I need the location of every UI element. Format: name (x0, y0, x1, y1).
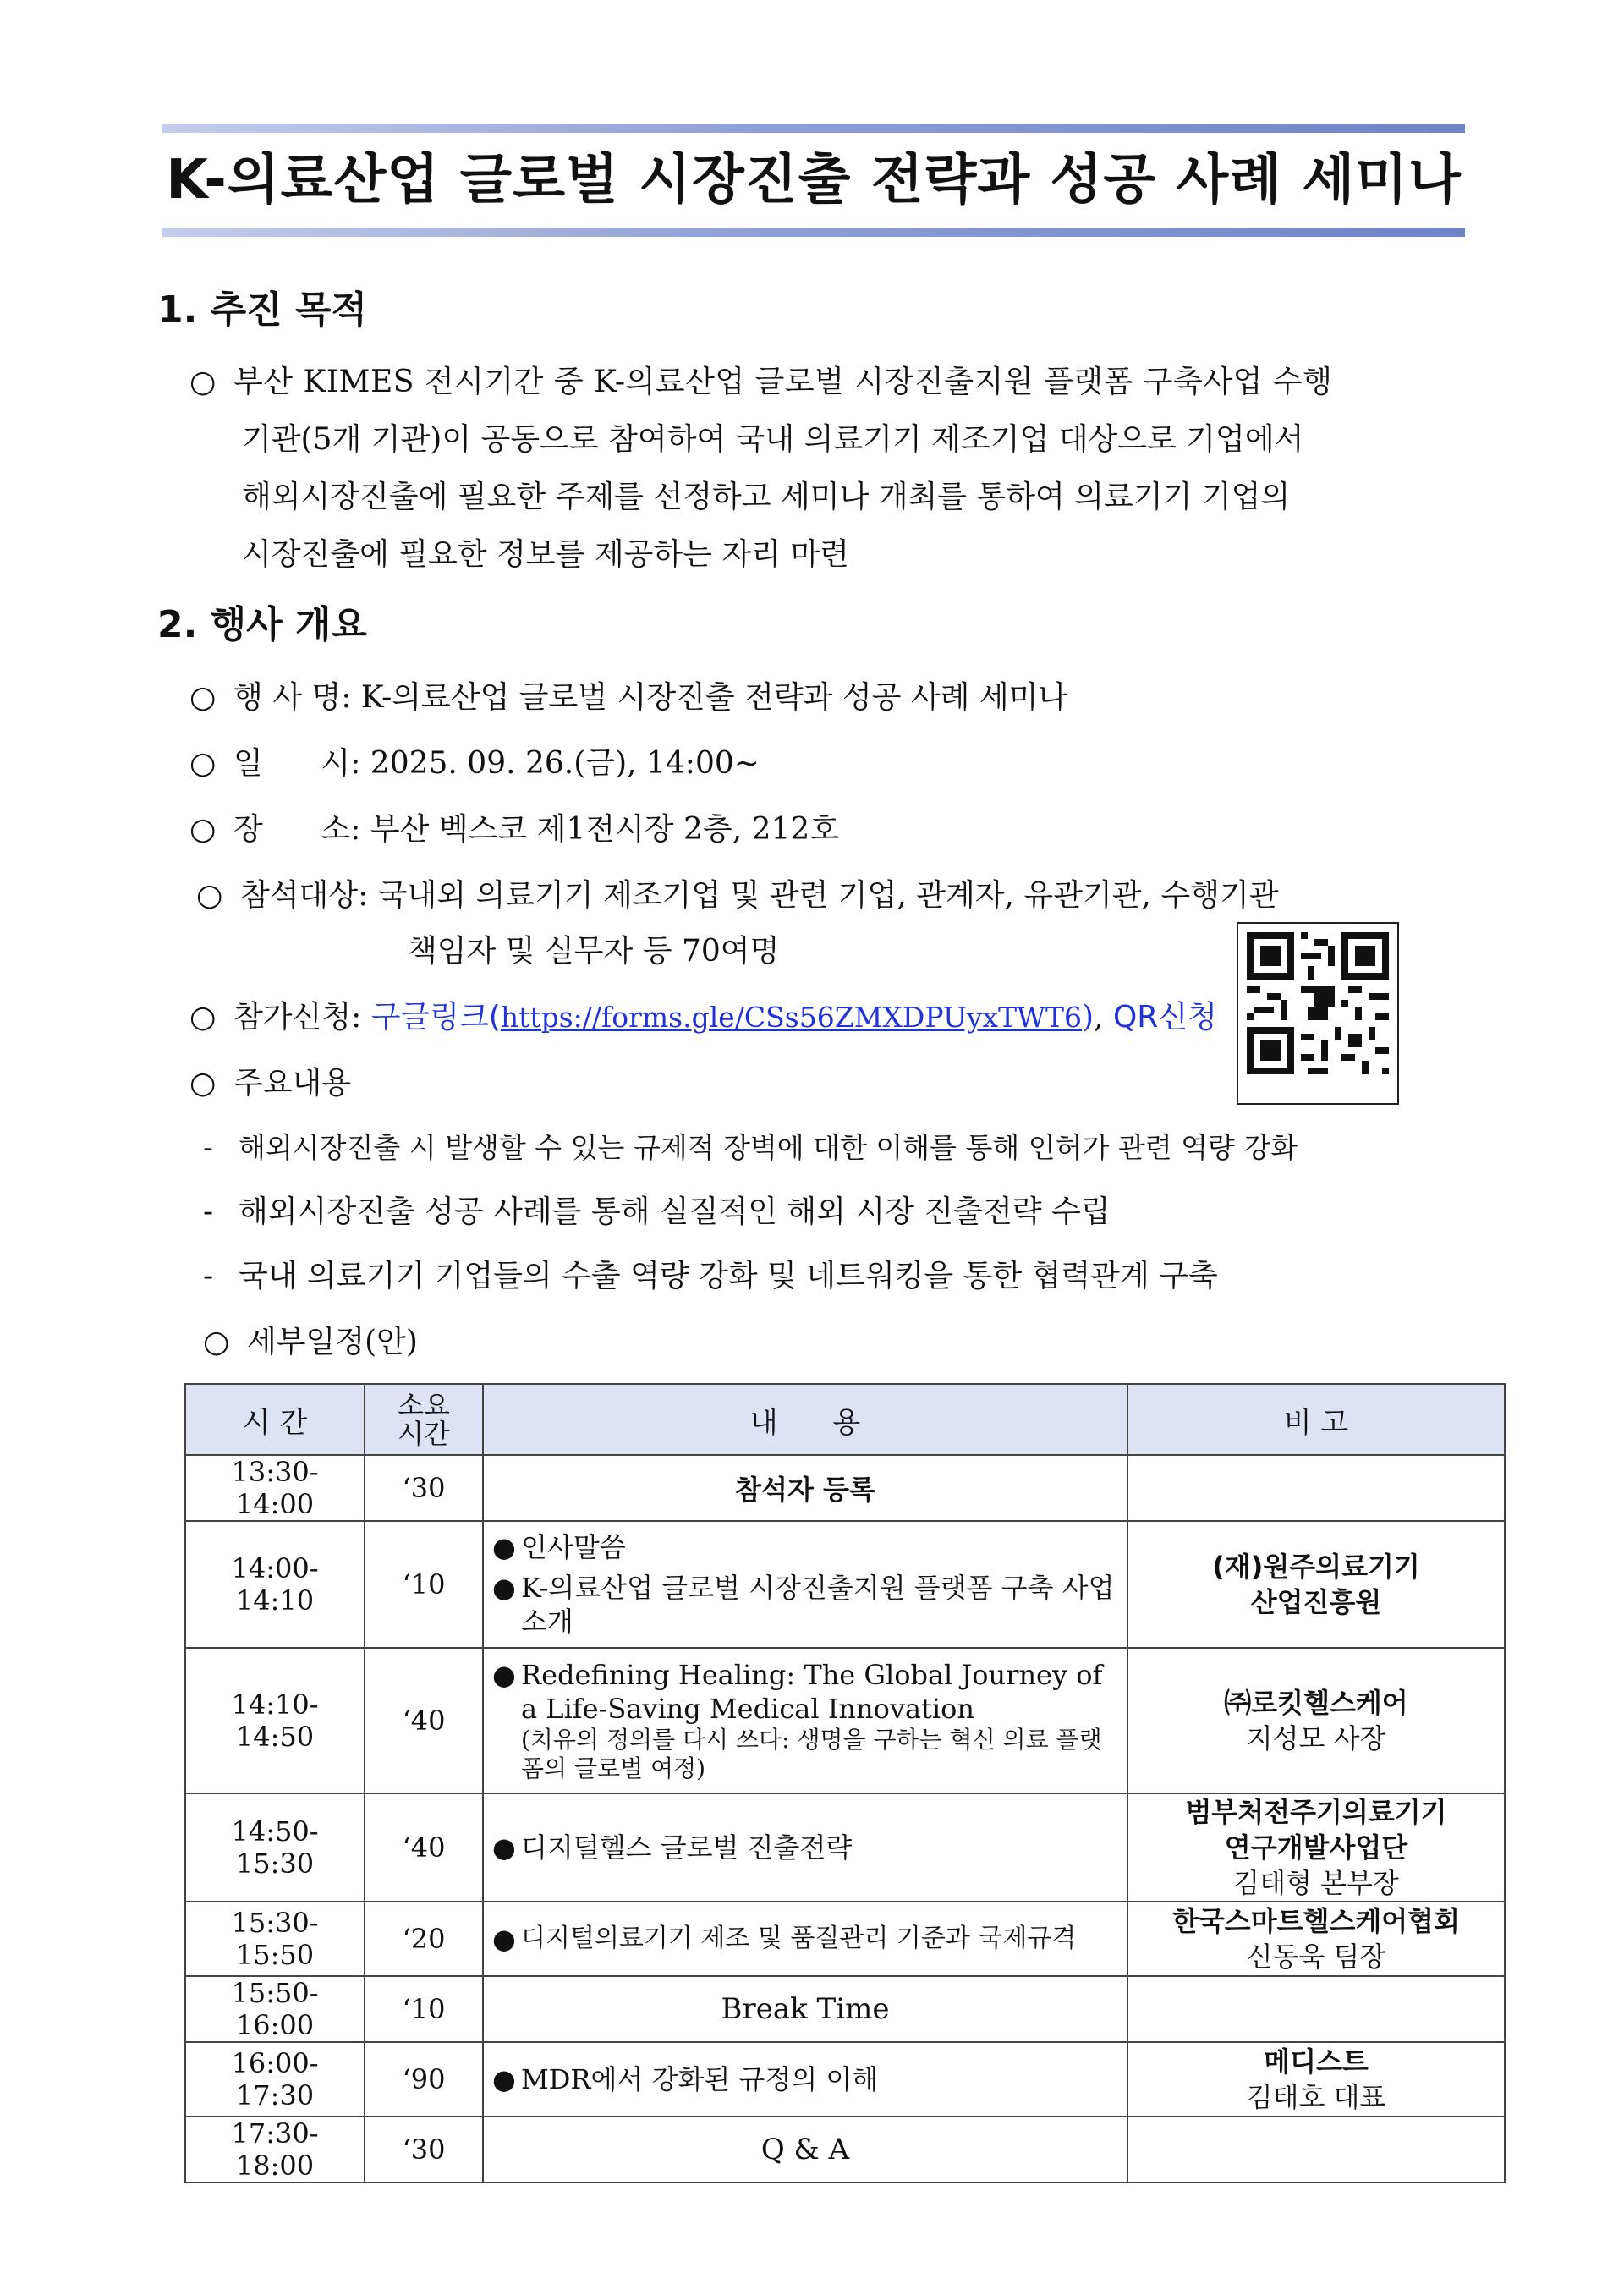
place-row (189, 809, 839, 851)
list-item: ● 디지털의료기기 제조 및 품질관리 기준과 국제규격 (492, 1923, 1077, 1955)
section-heading-overview: 2. 행사 개요 (157, 603, 367, 646)
main-item-1: - 해외시장진출 시 발생할 수 있는 규제적 장벽에 대한 이해를 통해 인허가 관련 역량 강화 (203, 1127, 1298, 1169)
audience-value-line2: 책임자 및 실무자 등 70여명 (408, 934, 780, 969)
table-row (185, 1793, 1505, 1902)
purpose-line-4: 시장진출에 필요한 정보를 제공하는 자리 마련 (242, 537, 849, 572)
date-value: 2025. 09. 26.(금), 14:00~ (370, 746, 760, 781)
purpose-line-3: 해외시장진출에 필요한 주제를 선정하고 세미나 개최를 통하여 의료기기 기업의 (242, 480, 1291, 514)
table-row (185, 1902, 1505, 1976)
register-separator: , (1094, 1000, 1104, 1035)
purpose-line-1: ○ 부산 KIMES 전시기간 중 K-의료산업 글로벌 시장진출지원 플랫폼 구축사업 수행 (189, 354, 1509, 411)
dash: - (203, 1259, 214, 1293)
register-url-link[interactable]: https://forms.gle/CSs56ZMXDPUyxTWT6 (500, 1001, 1083, 1034)
register-label: 참가신청: (233, 1000, 362, 1035)
date-row (189, 743, 760, 785)
bullet-circle: ○ (196, 878, 223, 913)
row-time: 14:00-14:10 (185, 1521, 365, 1648)
row-duration: ‘30 (365, 1455, 483, 1521)
table-row (185, 1976, 1505, 2042)
bullet-circle: ○ (189, 812, 217, 847)
row-content: Break Time (483, 1976, 1127, 2042)
row-duration: ‘90 (365, 2042, 483, 2117)
row-content: Q & A (483, 2117, 1127, 2182)
bullet-dot-icon: ● (492, 1923, 516, 1955)
row-time: 14:10-14:50 (185, 1648, 365, 1793)
event-name-row (189, 677, 1067, 719)
row-time: 13:30-14:00 (185, 1455, 365, 1521)
section-heading-purpose: 1. 추진 목적 (157, 288, 367, 332)
row-duration: ‘40 (365, 1793, 483, 1902)
bullet-circle: ○ (189, 746, 217, 781)
row-duration: ‘30 (365, 2117, 483, 2182)
date-label: 일 시: (233, 746, 361, 781)
bullet-dot-icon: ● (492, 1572, 516, 1604)
list-item: ● K-의료산업 글로벌 시장진출지원 플랫폼 구축 사업 소개 (492, 1572, 1115, 1638)
bullet-circle: ○ (189, 1066, 217, 1101)
row-note: ㈜로킷헬스케어 지성모 사장 (1127, 1648, 1505, 1793)
row-content (483, 2042, 1127, 2117)
place-value: 부산 벡스코 제1전시장 2층, 212호 (370, 812, 840, 847)
bullet-circle: ○ (189, 680, 217, 715)
bullet-dot-icon: ● (492, 1831, 516, 1864)
list-item: ● Redefining Healing: The Global Journey of a Life-Saving Medical Innovation (492, 1659, 1103, 1725)
list-item-subtext: (치유의 정의를 다시 쓰다: 생명을 구하는 혁신 의료 플랫폼의 글로벌 여정) (521, 1726, 1102, 1782)
row-note (1127, 1455, 1505, 1521)
main-content-row (189, 1062, 351, 1105)
register-row (189, 997, 1217, 1039)
purpose-paragraph (189, 354, 1509, 584)
dash: - (203, 1194, 214, 1229)
dash: - (203, 1131, 213, 1165)
row-content (483, 1521, 1127, 1648)
table-row (185, 2117, 1505, 2182)
row-time: 16:00-17:30 (185, 2042, 365, 2117)
bullet-dot-icon: ● (492, 1531, 516, 1563)
row-content (483, 1902, 1127, 1976)
row-note (1127, 1976, 1505, 2042)
qr-code[interactable] (1237, 922, 1399, 1105)
row-duration: ‘10 (365, 1976, 483, 2042)
row-content (483, 1648, 1127, 1793)
bullet-circle: ○ (189, 1000, 217, 1035)
row-duration: ‘40 (365, 1648, 483, 1793)
table-row (185, 1455, 1505, 1521)
audience-value-line1: 국내외 의료기기 제조기업 및 관련 기업, 관계자, 유관기관, 수행기관 (377, 878, 1279, 913)
header-duration: 소요 시간 (365, 1384, 483, 1455)
bullet-dot-icon: ● (492, 2063, 516, 2095)
row-content: 참석자 등록 (483, 1455, 1127, 1521)
row-note: (재)원주의료기기 산업진흥원 (1127, 1521, 1505, 1648)
list-item: ● 인사말씀 (492, 1531, 626, 1563)
row-note (1127, 2117, 1505, 2182)
place-label: 장 소: (233, 812, 361, 847)
row-time: 15:50-16:00 (185, 1976, 365, 2042)
schedule-label: 세부일정(안) (247, 1325, 418, 1359)
header-time: 시 간 (185, 1384, 365, 1455)
qr-code-icon (1247, 932, 1389, 1074)
title-block (162, 124, 1465, 237)
audience-label: 참석대상: (240, 878, 369, 913)
table-row (185, 1648, 1505, 1793)
row-time: 14:50-15:30 (185, 1793, 365, 1902)
header-note: 비 고 (1127, 1384, 1505, 1455)
row-note: 메디스트 김태호 대표 (1127, 2042, 1505, 2117)
google-link-prefix[interactable]: 구글링크( (370, 1000, 501, 1035)
row-note: 한국스마트헬스케어협회 신동욱 팀장 (1127, 1902, 1505, 1976)
google-link-suffix: ) (1082, 1000, 1095, 1035)
qr-register-link[interactable]: QR신청 (1112, 1000, 1217, 1035)
event-name-value: K-의료산업 글로벌 시장진출 전략과 성공 사례 세미나 (360, 680, 1068, 715)
schedule-label-row (203, 1321, 418, 1364)
title-rule-bottom (162, 228, 1465, 237)
row-content (483, 1793, 1127, 1902)
header-content: 내 용 (483, 1384, 1127, 1455)
bullet-circle: ○ (203, 1325, 230, 1359)
audience-row (196, 875, 1279, 917)
table-row (185, 1521, 1505, 1648)
table-row (185, 2042, 1505, 2117)
row-time: 17:30-18:00 (185, 2117, 365, 2182)
schedule-table (184, 1383, 1506, 2183)
bullet-dot-icon: ● (492, 1659, 516, 1691)
row-duration: ‘10 (365, 1521, 483, 1648)
main-item-2: - 해외시장진출 성공 사례를 통해 실질적인 해외 시장 진출전략 수립 (203, 1191, 1111, 1233)
purpose-line-2: 기관(5개 기관)이 공동으로 참여하여 국내 의료기기 제조기업 대상으로 기업에서 (242, 422, 1304, 457)
table-header-row (185, 1384, 1505, 1455)
row-time: 15:30-15:50 (185, 1902, 365, 1976)
bullet-circle: ○ (189, 365, 217, 399)
document-title: K-의료산업 글로벌 시장진출 전략과 성공 사례 세미나 (166, 149, 1462, 211)
event-name-label: 행 사 명: (233, 680, 352, 715)
list-item: ● MDR에서 강화된 규정의 이해 (492, 2063, 879, 2095)
title-rule-top (162, 124, 1465, 133)
main-item-3: - 국내 의료기기 기업들의 수출 역량 강화 및 네트워킹을 통한 협력관계 구축 (203, 1255, 1218, 1298)
row-duration: ‘20 (365, 1902, 483, 1976)
list-item: ● 디지털헬스 글로벌 진출전략 (492, 1831, 853, 1864)
main-content-label: 주요내용 (233, 1066, 352, 1101)
row-note: 범부처전주기의료기기 연구개발사업단 김태형 본부장 (1127, 1793, 1505, 1902)
